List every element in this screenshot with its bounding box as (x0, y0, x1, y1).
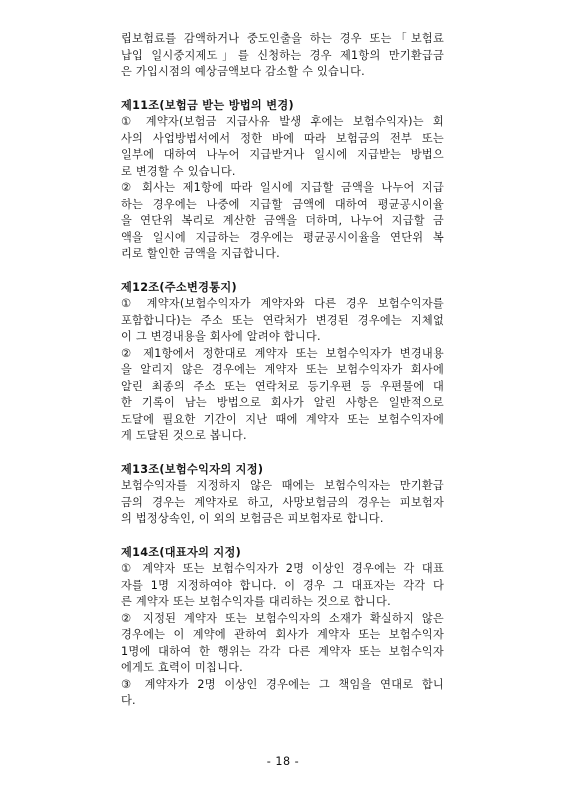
article-paragraph (121, 296, 444, 346)
text-line: 경우에는 이 계약에 관하여 회사가 계약자 또는 보험수익자 (121, 628, 444, 641)
document-body (121, 31, 444, 710)
text-line: 금의 경우는 계약자로 하고, 사망보험금의 경우는 피보험자 (121, 495, 444, 509)
text-line: 리로 할인한 금액을 지급합니다. (121, 247, 280, 260)
text-line: 립보험료를 감액하거나 중도인출을 하는 경우 또는「보험료 (121, 32, 444, 45)
article-paragraph (121, 478, 444, 528)
text-line: ① 계약자(보험금 지급사유 발생 후에는 보험수익자)는 회 (121, 115, 444, 128)
text-line: 로 변경할 수 있습니다. (121, 164, 236, 178)
text-line: 의 법정상속인, 이 외의 보험금은 피보험자로 합니다. (121, 512, 384, 525)
article-title: 제14조(대표자의 지정) (121, 545, 242, 559)
text-line: 하는 경우에는 나중에 지급할 금액에 대하여 평균공시이율 (121, 197, 444, 211)
text-line: 1명에 대하여 한 행위는 각각 다른 계약자 또는 보험수익자 (121, 644, 444, 658)
text-line: ② 회사는 제1항에 따라 일시에 지급할 금액을 나누어 지급 (121, 181, 444, 194)
article-title: 제12조(주소변경통지) (121, 280, 237, 294)
text-line: 자를 1명 지정하여야 합니다. 이 경우 그 대표자는 각각 다 (121, 578, 444, 592)
article-paragraph (121, 114, 444, 180)
text-line: 을 연단위 복리로 계산한 금액을 더하며, 나누어 지급할 금 (121, 214, 444, 227)
article-11 (121, 98, 444, 263)
article-paragraph (121, 346, 444, 445)
text-line: 포함합니다)는 주소 또는 연락처가 변경된 경우에는 지체없 (121, 313, 444, 327)
text-line: ① 계약자(보험수익자가 계약자와 다른 경우 보험수익자를 (121, 297, 444, 310)
text-line: 른 계약자 또는 보험수익자를 대리하는 것으로 합니다. (121, 595, 391, 608)
article-title: 제11조(보험금 받는 방법의 변경) (121, 98, 294, 112)
article-13 (121, 462, 444, 528)
text-line: 다. (121, 694, 136, 707)
text-line: ③ 계약자가 2명 이상인 경우에는 그 책임을 연대로 합니 (121, 677, 444, 691)
text-line: 액을 일시에 지급하는 경우에는 평균공시이율을 연단위 복 (121, 230, 444, 244)
text-line: 게 도달된 것으로 봅니다. (121, 429, 247, 442)
article-14 (121, 545, 444, 710)
text-line: 사의 사업방법서에서 정한 바에 따라 보험금의 전부 또는 (121, 131, 444, 145)
page-number: - 18 - (266, 755, 300, 768)
text-line: ② 지정된 계약자 또는 보험수익자의 소재가 확실하지 않은 (121, 611, 444, 625)
text-line: 한 기록이 남는 방법으로 회사가 알린 사항은 일반적으로 (121, 396, 444, 409)
text-line: 일부에 대하여 나누어 지급받거나 일시에 지급받는 방법으 (121, 148, 444, 161)
text-line: 에게도 효력이 미칩니다. (121, 661, 243, 674)
article-paragraph (121, 561, 444, 611)
article-paragraph (121, 180, 444, 263)
article-paragraph (121, 677, 444, 710)
text-line: 도달에 필요한 기간이 지난 때에 계약자 또는 보험수익자에 (121, 412, 444, 426)
article-title: 제13조(보험수익자의 지정) (121, 462, 264, 476)
text-line: 알린 최종의 주소 또는 연락처로 등기우편 등 우편물에 대 (121, 379, 444, 393)
intro-paragraph (121, 31, 444, 81)
article-12 (121, 280, 444, 445)
text-line: ② 제1항에서 정한대로 계약자 또는 보험수익자가 변경내용 (121, 346, 444, 360)
text-line: 이 그 변경내용을 회사에 알려야 합니다. (121, 330, 321, 343)
text-line: ① 계약자 또는 보험수익자가 2명 이상인 경우에는 각 대표 (121, 562, 444, 575)
text-line: 납입 일시중지제도」를 신청하는 경우 제1항의 만기환급금 (121, 48, 444, 62)
text-line: 은 가입시점의 예상금액보다 감소할 수 있습니다. (121, 65, 365, 78)
text-line: 을 알리지 않은 경우에는 계약자 또는 보험수익자가 회사에 (121, 363, 444, 376)
text-line: 보험수익자를 지정하지 않은 때에는 보험수익자는 만기환급 (121, 479, 444, 492)
article-paragraph (121, 611, 444, 677)
